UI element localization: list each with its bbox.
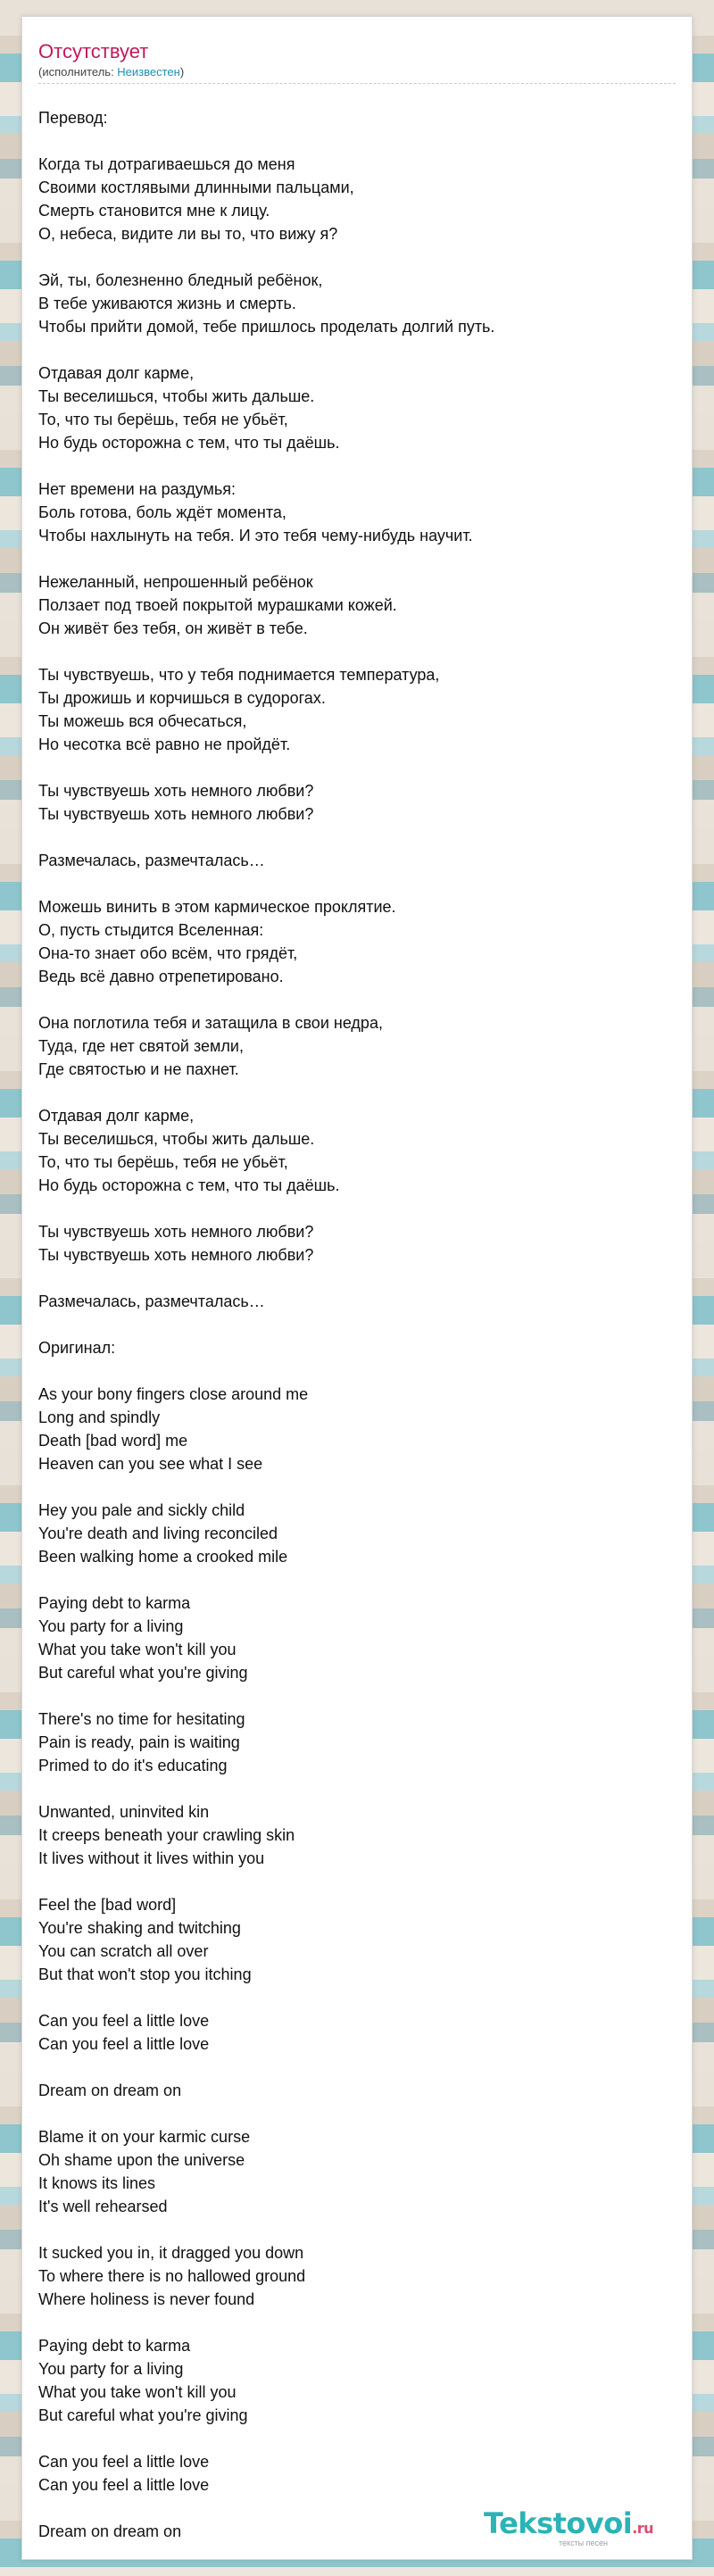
lyrics-line: Pain is ready, pain is waiting: [38, 1733, 240, 1751]
lyrics-line: Dream on dream on: [38, 2522, 182, 2540]
lyrics-line: To where there is no hallowed ground: [38, 2267, 306, 2285]
lyrics-line: Где святостью и не пахнет.: [38, 1060, 239, 1078]
lyrics-blank-line: [38, 2102, 676, 2125]
lyrics-line: What you take won't kill you: [38, 2383, 237, 2401]
lyrics-blank-line: [38, 2427, 676, 2450]
lyrics-blank-line: [38, 245, 676, 269]
lyrics-line: But that won't stop you itching: [38, 1965, 252, 1983]
lyrics-line: There's no time for hesitating: [38, 1710, 245, 1728]
lyrics-line: Размечалась, размечталась…: [38, 1292, 265, 1310]
lyrics-line: What you take won't kill you: [38, 1641, 237, 1658]
lyrics-blank-line: [38, 756, 676, 779]
lyrics-line: Но чесотка всё равно не пройдёт.: [38, 735, 291, 753]
lyrics-line: Ты чувствуешь, что у тебя поднимается температура,: [38, 666, 440, 684]
artist-line: [38, 65, 676, 79]
lyrics-line: Ты дрожишь и корчишься в судорогах.: [38, 689, 326, 707]
lyrics-line: О, небеса, видите ли вы то, что вижу я?: [38, 225, 338, 243]
lyrics-line: Ты чувствуешь хоть немного любви?: [38, 1223, 314, 1241]
lyrics-line: То, что ты берёшь, тебя не убьёт,: [38, 1153, 288, 1171]
lyrics-line: То, что ты берёшь, тебя не убьёт,: [38, 411, 288, 428]
lyrics-line: Отдавая долг карме,: [38, 364, 195, 382]
lyrics-blank-line: [38, 1359, 676, 1383]
lyrics-line: You're shaking and twitching: [38, 1919, 241, 1937]
site-logo[interactable]: [484, 2508, 662, 2551]
lyrics-line: But careful what you're giving: [38, 1664, 248, 1682]
lyrics-line: It knows its lines: [38, 2174, 156, 2192]
lyrics-line: Can you feel a little love: [38, 2012, 210, 2030]
lyrics-blank-line: [38, 1081, 676, 1104]
lyrics-line: Ты веселишься, чтобы жить дальше.: [38, 1130, 315, 1148]
lyrics-line: Ты чувствуешь хоть немного любви?: [38, 1246, 314, 1264]
logo-tld: .ru: [632, 2520, 654, 2537]
lyrics-blank-line: [38, 547, 676, 570]
lyrics-line: Своими костлявыми длинными пальцами,: [38, 179, 354, 196]
lyrics-line: It lives without it lives within you: [38, 1849, 265, 1867]
lyrics-line: Смерть становится мне к лицу.: [38, 202, 270, 220]
lyrics-line: Эй, ты, болезненно бледный ребёнок,: [38, 271, 323, 289]
artist-prefix: (исполнитель:: [38, 65, 118, 79]
lyrics-line: Heaven can you see what I see: [38, 1455, 263, 1473]
lyrics-line: Paying debt to karma: [38, 1594, 191, 1612]
lyrics-line: It's well rehearsed: [38, 2198, 168, 2215]
lyrics-blank-line: [38, 1197, 676, 1220]
lyrics-blank-line: [38, 2056, 676, 2079]
lyrics-blank-line: [38, 454, 676, 478]
artist-link[interactable]: Неизвестен: [117, 65, 180, 79]
lyrics-line: Ты чувствуешь хоть немного любви?: [38, 805, 314, 823]
lyrics-line: Can you feel a little love: [38, 2035, 210, 2053]
lyrics-blank-line: [38, 338, 676, 361]
lyrics-blank-line: [38, 1986, 676, 2009]
lyrics-line: Отдавая долг карме,: [38, 1107, 195, 1125]
lyrics-line: Но будь осторожна с тем, что ты даёшь.: [38, 1176, 340, 1194]
lyrics-line: Hey you pale and sickly child: [38, 1501, 245, 1519]
lyrics-text: [38, 106, 676, 2543]
lyrics-blank-line: [38, 1313, 676, 1336]
lyrics-blank-line: [38, 1267, 676, 1290]
song-title: Отсутствует: [38, 40, 149, 62]
lyrics-line: Чтобы нахлынуть на тебя. И это тебя чему-нибудь научит.: [38, 527, 473, 544]
lyrics-line: Been walking home a crooked mile: [38, 1548, 288, 1566]
lyrics-line: Long and spindly: [38, 1408, 161, 1426]
lyrics-line: В тебе уживаются жизнь и смерть.: [38, 295, 296, 312]
lyrics-line: Ты можешь вся обчесаться,: [38, 712, 247, 730]
lyrics-line: Оригинал:: [38, 1339, 116, 1357]
lyrics-line: You're death and living reconciled: [38, 1525, 278, 1542]
lyrics-blank-line: [38, 1870, 676, 1893]
lyrics-line: Paying debt to karma: [38, 2337, 191, 2355]
lyrics-blank-line: [38, 872, 676, 895]
lyrics-line: But careful what you're giving: [38, 2406, 248, 2424]
lyrics-line: Ты чувствуешь хоть немного любви?: [38, 782, 314, 800]
lyrics-line: Ползает под твоей покрытой мурашками кожей.: [38, 596, 397, 614]
lyrics-blank-line: [38, 2218, 676, 2241]
lyrics-line: Blame it on your karmic curse: [38, 2128, 251, 2146]
lyrics-line: Can you feel a little love: [38, 2476, 210, 2494]
lyrics-line: You party for a living: [38, 1617, 184, 1635]
lyrics-line: Нет времени на раздумья:: [38, 480, 237, 498]
lyrics-line: Нежеланный, непрошенный ребёнок: [38, 573, 313, 591]
lyrics-line: Where holiness is never found: [38, 2290, 255, 2308]
lyrics-line: You can scratch all over: [38, 1942, 209, 1960]
lyrics-blank-line: [38, 1475, 676, 1499]
lyrics-card: [21, 16, 693, 2560]
lyrics-blank-line: [38, 640, 676, 663]
logo-name: Tekstovoi: [484, 2506, 633, 2540]
lyrics-line: Ты веселишься, чтобы жить дальше.: [38, 387, 315, 405]
artist-suffix: ): [179, 65, 185, 79]
lyrics-line: Когда ты дотрагиваешься до меня: [38, 155, 295, 173]
lyrics-line: О, пусть стыдится Вселенная:: [38, 921, 264, 939]
lyrics-line: Can you feel a little love: [38, 2453, 210, 2471]
lyrics-line: Death [bad word] me: [38, 1432, 188, 1450]
lyrics-line: Она-то знает обо всём, что грядёт,: [38, 944, 298, 962]
lyrics-blank-line: [38, 129, 676, 153]
lyrics-line: Размечалась, размечталась…: [38, 852, 265, 869]
lyrics-line: Unwanted, uninvited kin: [38, 1803, 210, 1821]
lyrics-line: Она поглотила тебя и затащила в свои недра,: [38, 1014, 383, 1032]
song-header: [38, 40, 676, 84]
lyrics-line: Ведь всё давно отрепетировано.: [38, 968, 284, 985]
lyrics-blank-line: [38, 988, 676, 1011]
lyrics-line: It sucked you in, it dragged you down: [38, 2244, 304, 2262]
lyrics-line: Перевод:: [38, 109, 108, 127]
lyrics-line: As your bony fingers close around me: [38, 1385, 309, 1403]
lyrics-line: Но будь осторожна с тем, что ты даёшь.: [38, 434, 340, 452]
lyrics-line: Он живёт без тебя, он живёт в тебе.: [38, 619, 308, 637]
lyrics-blank-line: [38, 1777, 676, 1800]
lyrics-blank-line: [38, 2311, 676, 2334]
lyrics-line: Боль готова, боль ждёт момента,: [38, 503, 286, 521]
lyrics-line: Dream on dream on: [38, 2082, 182, 2099]
lyrics-line: Чтобы прийти домой, тебе пришлось проделать долгий путь.: [38, 318, 495, 336]
lyrics-blank-line: [38, 1684, 676, 1708]
lyrics-line: Primed to do it's educating: [38, 1757, 228, 1774]
lyrics-line: Oh shame upon the universe: [38, 2151, 245, 2169]
lyrics-line: Можешь винить в этом кармическое проклятие.: [38, 898, 396, 916]
lyrics-line: You party for a living: [38, 2360, 184, 2378]
lyrics-line: Туда, где нет святой земли,: [38, 1037, 244, 1055]
lyrics-blank-line: [38, 1568, 676, 1591]
lyrics-line: Feel the [bad word]: [38, 1896, 177, 1914]
logo-tagline: тексты песен: [559, 2539, 609, 2547]
lyrics-line: It creeps beneath your crawling skin: [38, 1826, 295, 1844]
lyrics-blank-line: [38, 826, 676, 849]
